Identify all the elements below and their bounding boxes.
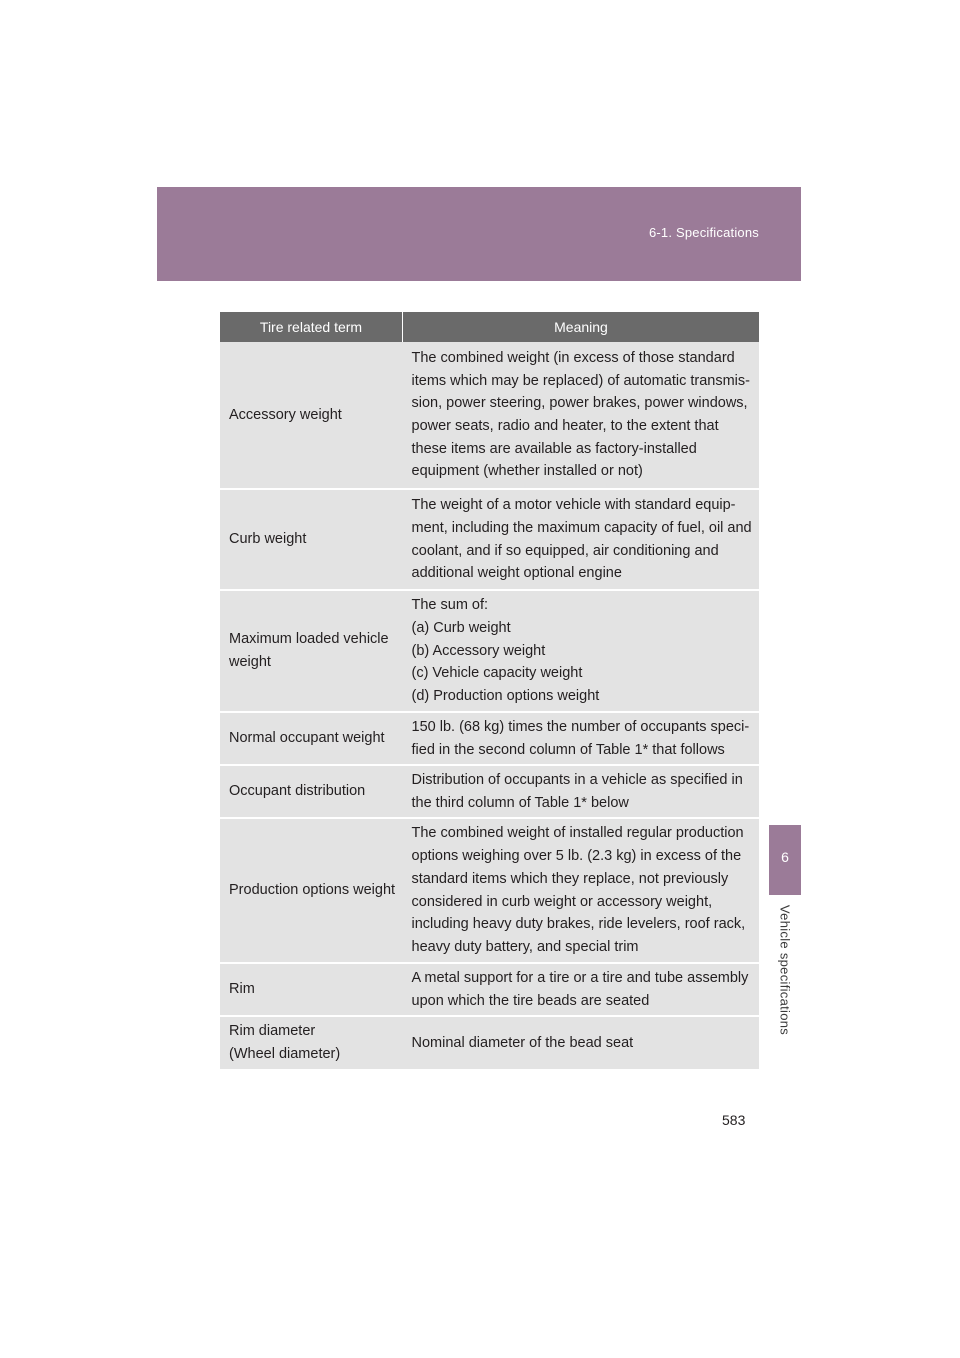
term-cell: Rim diameter (Wheel diameter) bbox=[220, 1016, 403, 1070]
table-row bbox=[220, 712, 759, 765]
section-header-band bbox=[157, 187, 801, 281]
term-cell: Curb weight bbox=[220, 489, 403, 590]
table-header-row bbox=[220, 312, 759, 342]
term-cell: Production options weight bbox=[220, 818, 403, 963]
term-cell: Accessory weight bbox=[220, 342, 403, 489]
meaning-cell: 150 lb. (68 kg) times the number of occupants speci- fied in the second column of Table 1* that follows bbox=[403, 712, 760, 765]
tire-terms-table bbox=[220, 312, 759, 1071]
section-title: 6-1. Specifications bbox=[648, 225, 759, 240]
column-header-meaning: Meaning bbox=[403, 312, 760, 342]
meaning-cell: Nominal diameter of the bead seat bbox=[403, 1016, 760, 1070]
table-row bbox=[220, 1016, 759, 1070]
table-row bbox=[220, 489, 759, 590]
table-row bbox=[220, 765, 759, 818]
table-row bbox=[220, 818, 759, 963]
chapter-tab bbox=[769, 825, 801, 895]
table-row bbox=[220, 590, 759, 712]
term-cell: Occupant distribution bbox=[220, 765, 403, 818]
meaning-cell: The combined weight of installed regular production options weighing over 5 lb. (2.3 kg) in excess of the standard items which they replace, not previously considered in curb weight or accessory weight, including heavy duty brakes, ride levelers, roof rack, heavy duty battery, and special trim bbox=[403, 818, 760, 963]
meaning-cell: The sum of: (a) Curb weight (b) Accessory weight (c) Vehicle capacity weight (d) Production options weight bbox=[403, 590, 760, 712]
chapter-label bbox=[776, 900, 794, 1040]
table-row bbox=[220, 963, 759, 1016]
term-cell: Normal occupant weight bbox=[220, 712, 403, 765]
table-row bbox=[220, 342, 759, 489]
meaning-cell: Distribution of occupants in a vehicle as specified in the third column of Table 1* below bbox=[403, 765, 760, 818]
meaning-cell: A metal support for a tire or a tire and tube assembly upon which the tire beads are seated bbox=[403, 963, 760, 1016]
term-cell: Maximum loaded vehicle weight bbox=[220, 590, 403, 712]
term-cell: Rim bbox=[220, 963, 403, 1016]
chapter-label-text: Vehicle specifications bbox=[777, 904, 793, 1036]
chapter-number: 6 bbox=[781, 849, 789, 865]
column-header-term: Tire related term bbox=[220, 312, 403, 342]
page-number: 583 bbox=[722, 1112, 746, 1128]
meaning-cell: The combined weight (in excess of those standard items which may be replaced) of automatic transmis- sion, power steering, power brakes, power windows, power seats, radio and heater, to the extent that these items are available as factory-installed equipment (whether installed or not) bbox=[403, 342, 760, 489]
meaning-cell: The weight of a motor vehicle with standard equip- ment, including the maximum capacity of fuel, oil and coolant, and if so equipped, air conditioning and additional weight optional engine bbox=[403, 489, 760, 590]
